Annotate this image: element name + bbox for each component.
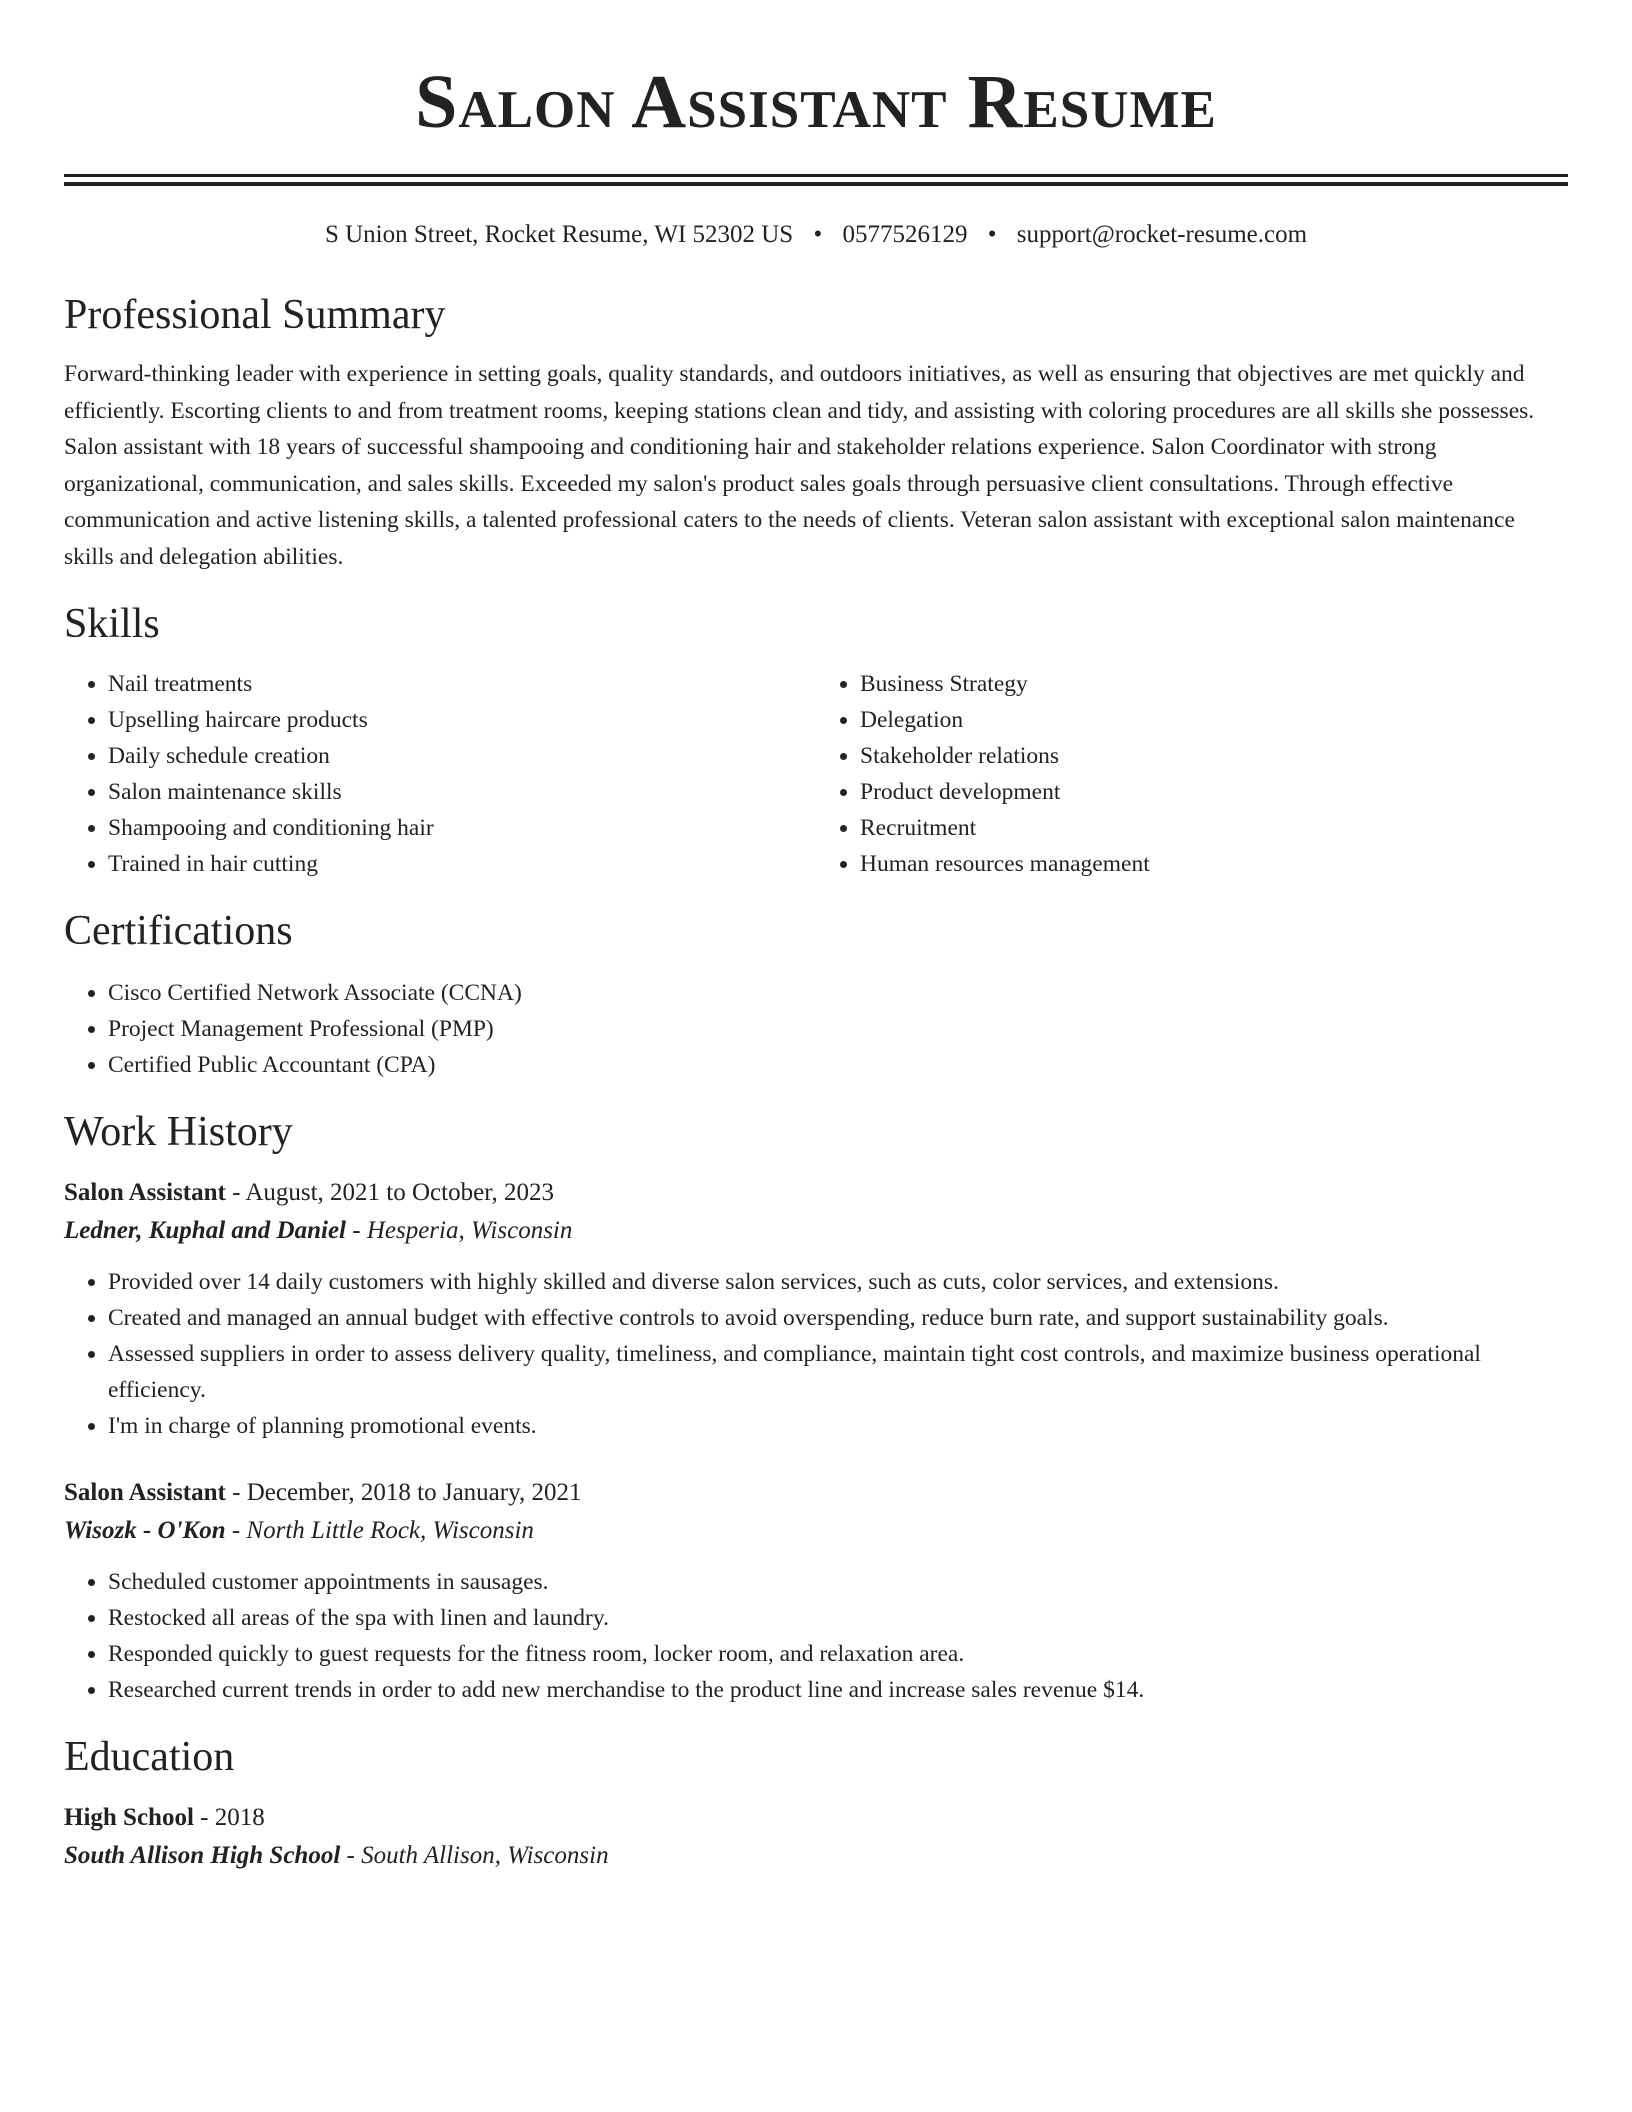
job-bullet: • Created and managed an annual budget with effective controls to avoid overspending, reduce burn rate, and support sustainability goals.	[108, 1300, 1568, 1336]
education-school-line	[64, 1837, 1568, 1875]
education-year: - 2018	[193, 1804, 265, 1831]
job-title-line	[64, 1174, 1568, 1212]
skill-item: • Salon maintenance skills	[108, 774, 816, 810]
job-dates: - August, 2021 to October, 2023	[225, 1179, 555, 1206]
skill-item: • Delegation	[860, 702, 1568, 738]
job-dates: - December, 2018 to January, 2021	[225, 1479, 582, 1506]
job-title: Salon Assistant	[64, 1479, 226, 1506]
contact-line	[64, 219, 1568, 251]
skills-section	[64, 600, 1568, 882]
skills-list-left	[64, 666, 816, 882]
job-location: - Hesperia, Wisconsin	[346, 1217, 573, 1244]
summary-text: Forward-thinking leader with experience in setting goals, quality standards, and outdoors initiatives, as well as ensuring that objectives are met quickly and efficiently. Escorting clients to and from treatment rooms, keeping stations clean and tidy, and assisting with coloring procedures are all skills she possesses. Salon assistant with 18 years of successful shampooing and conditioning hair and stakeholder relations experience. Salon Coordinator with strong organizational, communication, and sales skills. Exceeded my salon's product sales goals through persuasive client consultations. Through effective communication and active listening skills, a talented professional caters to the needs of clients. Veteran salon assistant with exceptional salon maintenance skills and delegation abilities.	[64, 361, 1535, 570]
job-bullet: • Responded quickly to guest requests for the fitness room, locker room, and relaxation area.	[108, 1636, 1568, 1672]
education-section	[64, 1733, 1568, 1875]
job-bullet: • Researched current trends in order to add new merchandise to the product line and increase sales revenue $14.	[108, 1672, 1568, 1708]
education-degree-line	[64, 1799, 1568, 1837]
skills-list-right	[816, 666, 1568, 882]
skill-item: • Upselling haircare products	[108, 702, 816, 738]
title-divider-thin	[64, 182, 1568, 186]
contact-separator: •	[987, 221, 997, 248]
certifications-list	[64, 975, 1568, 1083]
contact-phone: 0577526129	[842, 221, 968, 248]
skill-item: • Business Strategy	[860, 666, 1568, 702]
job-company-line	[64, 1512, 1568, 1550]
skill-item: • Recruitment	[860, 810, 1568, 846]
certification-item: • Project Management Professional (PMP)	[108, 1011, 1568, 1047]
job-entry	[64, 1174, 1568, 1444]
job-company: Wisozk - O'Kon	[64, 1517, 226, 1544]
summary-section	[64, 291, 1568, 575]
title-divider-thick	[64, 174, 1568, 177]
job-bullet: • I'm in charge of planning promotional events.	[108, 1408, 1568, 1444]
work-history-section	[64, 1108, 1568, 1708]
job-title: Salon Assistant	[64, 1179, 226, 1206]
education-heading: Education	[64, 1734, 235, 1780]
skill-item: • Daily schedule creation	[108, 738, 816, 774]
job-bullets	[64, 1264, 1568, 1444]
job-spacer	[64, 1444, 1568, 1474]
job-company-line	[64, 1212, 1568, 1250]
skills-grid	[64, 666, 1568, 882]
job-entry	[64, 1474, 1568, 1708]
certifications-heading: Certifications	[64, 908, 293, 954]
education-location: - South Allison, Wisconsin	[340, 1842, 609, 1869]
job-bullet: • Provided over 14 daily customers with highly skilled and diverse salon services, such as cuts, color services, and extensions.	[108, 1264, 1568, 1300]
skill-item: • Stakeholder relations	[860, 738, 1568, 774]
page-title: Salon Assistant Resume	[415, 60, 1217, 144]
education-degree: High School	[64, 1804, 194, 1831]
skill-item: • Human resources management	[860, 846, 1568, 882]
job-company: Ledner, Kuphal and Daniel	[64, 1217, 346, 1244]
work-history-heading: Work History	[64, 1109, 293, 1155]
certifications-section	[64, 907, 1568, 1083]
certification-item: • Cisco Certified Network Associate (CCNA)	[108, 975, 1568, 1011]
summary-heading: Professional Summary	[64, 292, 446, 338]
skill-item: • Product development	[860, 774, 1568, 810]
contact-separator: •	[813, 221, 823, 248]
skills-heading: Skills	[64, 601, 160, 647]
contact-email: support@rocket-resume.com	[1016, 221, 1308, 248]
job-bullet: • Restocked all areas of the spa with linen and laundry.	[108, 1600, 1568, 1636]
job-bullets	[64, 1564, 1568, 1708]
job-title-line	[64, 1474, 1568, 1512]
job-bullet: • Scheduled customer appointments in sausages.	[108, 1564, 1568, 1600]
skill-item: • Nail treatments	[108, 666, 816, 702]
skill-item: • Trained in hair cutting	[108, 846, 816, 882]
certification-item: • Certified Public Accountant (CPA)	[108, 1047, 1568, 1083]
job-location: - North Little Rock, Wisconsin	[225, 1517, 534, 1544]
job-bullet: • Assessed suppliers in order to assess delivery quality, timeliness, and compliance, maintain tight cost controls, and maximize business operational efficiency.	[108, 1336, 1568, 1408]
contact-address: S Union Street, Rocket Resume, WI 52302 US	[324, 221, 794, 248]
education-school: South Allison High School	[64, 1842, 341, 1869]
skill-item: • Shampooing and conditioning hair	[108, 810, 816, 846]
